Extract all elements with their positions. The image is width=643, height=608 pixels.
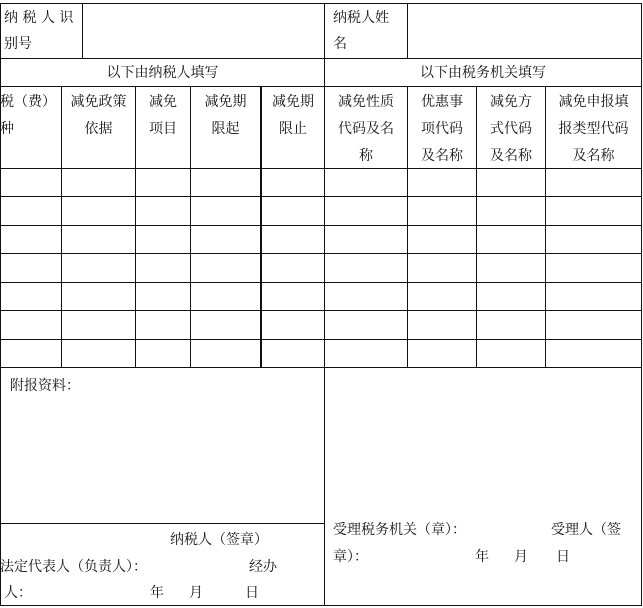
col-header-period-start bbox=[191, 89, 260, 143]
table-cell[interactable] bbox=[62, 169, 135, 196]
table-cell[interactable] bbox=[1, 254, 61, 282]
col-header-relief-method-code bbox=[477, 89, 545, 170]
table-cell[interactable] bbox=[408, 254, 476, 282]
col-header-line: 减免期 bbox=[204, 94, 247, 110]
section-taxpayer-fill: 以下由纳税人填写 bbox=[106, 65, 219, 81]
taxpayer-name-label bbox=[333, 5, 389, 57]
handler-label-part2: 人： bbox=[4, 585, 32, 601]
table-cell[interactable] bbox=[1, 340, 61, 366]
col-header-declaration-type-code bbox=[546, 89, 641, 170]
col-header-line: 及名称 bbox=[421, 148, 463, 164]
table-cell[interactable] bbox=[262, 283, 324, 310]
office-date-day: 日 bbox=[556, 549, 570, 565]
table-cell[interactable] bbox=[325, 169, 407, 196]
col-header-relief-nature-code bbox=[325, 89, 407, 170]
table-cell[interactable] bbox=[191, 311, 261, 339]
table-cell[interactable] bbox=[62, 311, 135, 339]
table-cell[interactable] bbox=[136, 254, 190, 282]
col-header-line: 限起 bbox=[211, 121, 240, 137]
taxpayer-id-field[interactable] bbox=[84, 4, 323, 58]
col-header-relief-item bbox=[136, 89, 190, 143]
taxpayer-id-label bbox=[4, 5, 73, 57]
col-header-line: 优惠事 bbox=[421, 94, 463, 110]
table-cell[interactable] bbox=[546, 226, 640, 253]
table-cell[interactable] bbox=[546, 283, 640, 310]
attachments-label: 附报资料： bbox=[10, 378, 80, 394]
table-cell[interactable] bbox=[325, 197, 407, 225]
table-cell[interactable] bbox=[408, 340, 476, 366]
taxpayer-name-label-line1: 纳税人姓 bbox=[333, 10, 389, 26]
table-cell[interactable] bbox=[262, 169, 324, 196]
table-cell[interactable] bbox=[262, 311, 324, 339]
table-cell[interactable] bbox=[1, 169, 61, 196]
table-cell[interactable] bbox=[262, 254, 324, 282]
taxpayer-date-month: 月 bbox=[189, 585, 203, 601]
office-date-month: 月 bbox=[514, 549, 528, 565]
table-cell[interactable] bbox=[408, 197, 476, 225]
col-header-line: 项目 bbox=[149, 121, 177, 137]
col-header-line: 称 bbox=[359, 148, 373, 164]
table-cell[interactable] bbox=[262, 340, 324, 366]
receiver-label-part2: 章）： bbox=[333, 549, 368, 565]
border-right bbox=[641, 3, 642, 606]
table-cell[interactable] bbox=[325, 254, 407, 282]
table-cell[interactable] bbox=[191, 226, 261, 253]
col-header-line: 报类型代码 bbox=[558, 121, 629, 137]
col-header-policy-basis bbox=[62, 89, 135, 143]
table-cell[interactable] bbox=[1, 283, 61, 310]
table-cell[interactable] bbox=[325, 311, 407, 339]
table-cell[interactable] bbox=[408, 226, 476, 253]
table-cell[interactable] bbox=[1, 311, 61, 339]
table-cell[interactable] bbox=[1, 226, 61, 253]
table-cell[interactable] bbox=[477, 226, 545, 253]
rule-header-bottom bbox=[0, 58, 642, 59]
col-header-line: 减免期 bbox=[272, 94, 314, 110]
table-cell[interactable] bbox=[546, 311, 640, 339]
table-cell[interactable] bbox=[546, 169, 640, 196]
table-cell[interactable] bbox=[262, 226, 324, 253]
col-header-line: 代码及名 bbox=[338, 121, 394, 137]
table-cell[interactable] bbox=[477, 311, 545, 339]
table-cell[interactable] bbox=[477, 254, 545, 282]
table-cell[interactable] bbox=[62, 283, 135, 310]
col-header-preference-code bbox=[408, 89, 476, 170]
taxpayer-date-year: 年 bbox=[150, 585, 164, 601]
table-cell[interactable] bbox=[136, 197, 190, 225]
border-bottom bbox=[0, 605, 642, 606]
table-cell[interactable] bbox=[191, 169, 261, 196]
table-cell[interactable] bbox=[62, 197, 135, 225]
col-header-line: 项代码 bbox=[421, 121, 463, 137]
taxpayer-seal-label: 纳税人（签章） bbox=[170, 532, 268, 548]
col-header-line: 减免申报填 bbox=[558, 94, 629, 110]
office-date-year: 年 bbox=[475, 549, 489, 565]
table-cell[interactable] bbox=[477, 340, 545, 366]
tax-office-opinion-area[interactable] bbox=[326, 369, 640, 514]
table-cell[interactable] bbox=[408, 311, 476, 339]
rule-header-name-divider bbox=[407, 3, 408, 59]
table-cell[interactable] bbox=[136, 226, 190, 253]
table-cell[interactable] bbox=[1, 197, 61, 225]
table-cell[interactable] bbox=[408, 169, 476, 196]
table-cell[interactable] bbox=[325, 226, 407, 253]
table-cell[interactable] bbox=[191, 197, 261, 225]
taxpayer-name-label-line2: 名 bbox=[333, 36, 347, 52]
table-cell[interactable] bbox=[262, 197, 324, 225]
table-cell[interactable] bbox=[325, 340, 407, 366]
table-cell[interactable] bbox=[62, 254, 135, 282]
table-cell[interactable] bbox=[136, 283, 190, 310]
table-cell[interactable] bbox=[62, 340, 135, 366]
receiver-label-part1: 受理人（签 bbox=[551, 522, 621, 538]
attachments-field[interactable] bbox=[2, 399, 323, 521]
table-cell[interactable] bbox=[191, 340, 261, 366]
col-header-line: 限止 bbox=[279, 121, 307, 137]
col-header-line: 及名称 bbox=[572, 148, 615, 164]
table-cell[interactable] bbox=[408, 283, 476, 310]
tax-office-seal-label: 受理税务机关（章）： bbox=[333, 522, 466, 538]
col-header-line: 依据 bbox=[84, 121, 113, 137]
table-cell[interactable] bbox=[136, 169, 190, 196]
col-header-line: 减免 bbox=[149, 94, 177, 110]
col-header-line: 税（费） bbox=[0, 94, 56, 110]
table-cell[interactable] bbox=[325, 283, 407, 310]
section-tax-office-fill: 以下由税务机关填写 bbox=[420, 65, 546, 81]
handler-label-part1: 经办 bbox=[249, 559, 277, 575]
table-cell[interactable] bbox=[546, 340, 640, 366]
col-header-line: 式代码 bbox=[490, 121, 532, 137]
table-cell[interactable] bbox=[477, 283, 545, 310]
col-header-line: 减免性质 bbox=[338, 94, 394, 110]
col-header-line: 减免方 bbox=[490, 94, 532, 110]
table-cell[interactable] bbox=[546, 254, 640, 282]
table-cell[interactable] bbox=[136, 340, 190, 366]
taxpayer-id-label-line1: 纳 税 人 识 bbox=[4, 10, 74, 26]
legal-representative-label: 法定代表人（负责人）： bbox=[0, 559, 147, 575]
table-cell[interactable] bbox=[191, 254, 261, 282]
col-header-tax-type bbox=[0, 89, 61, 143]
rule-header-id-divider bbox=[82, 3, 83, 59]
col-header-period-end bbox=[262, 89, 324, 143]
taxpayer-date-day: 日 bbox=[245, 585, 259, 601]
table-cell[interactable] bbox=[136, 311, 190, 339]
table-cell[interactable] bbox=[477, 169, 545, 196]
taxpayer-name-field[interactable] bbox=[409, 4, 640, 58]
col-header-line: 减免政策 bbox=[70, 94, 127, 110]
table-cell[interactable] bbox=[546, 197, 640, 225]
table-cell[interactable] bbox=[191, 283, 261, 310]
taxpayer-id-label-line2: 别号 bbox=[4, 36, 32, 52]
table-cell[interactable] bbox=[62, 226, 135, 253]
col-header-line: 种 bbox=[0, 121, 14, 137]
table-cell[interactable] bbox=[477, 197, 545, 225]
rule-attachments-bottom bbox=[0, 523, 325, 524]
col-header-line: 及名称 bbox=[490, 148, 532, 164]
